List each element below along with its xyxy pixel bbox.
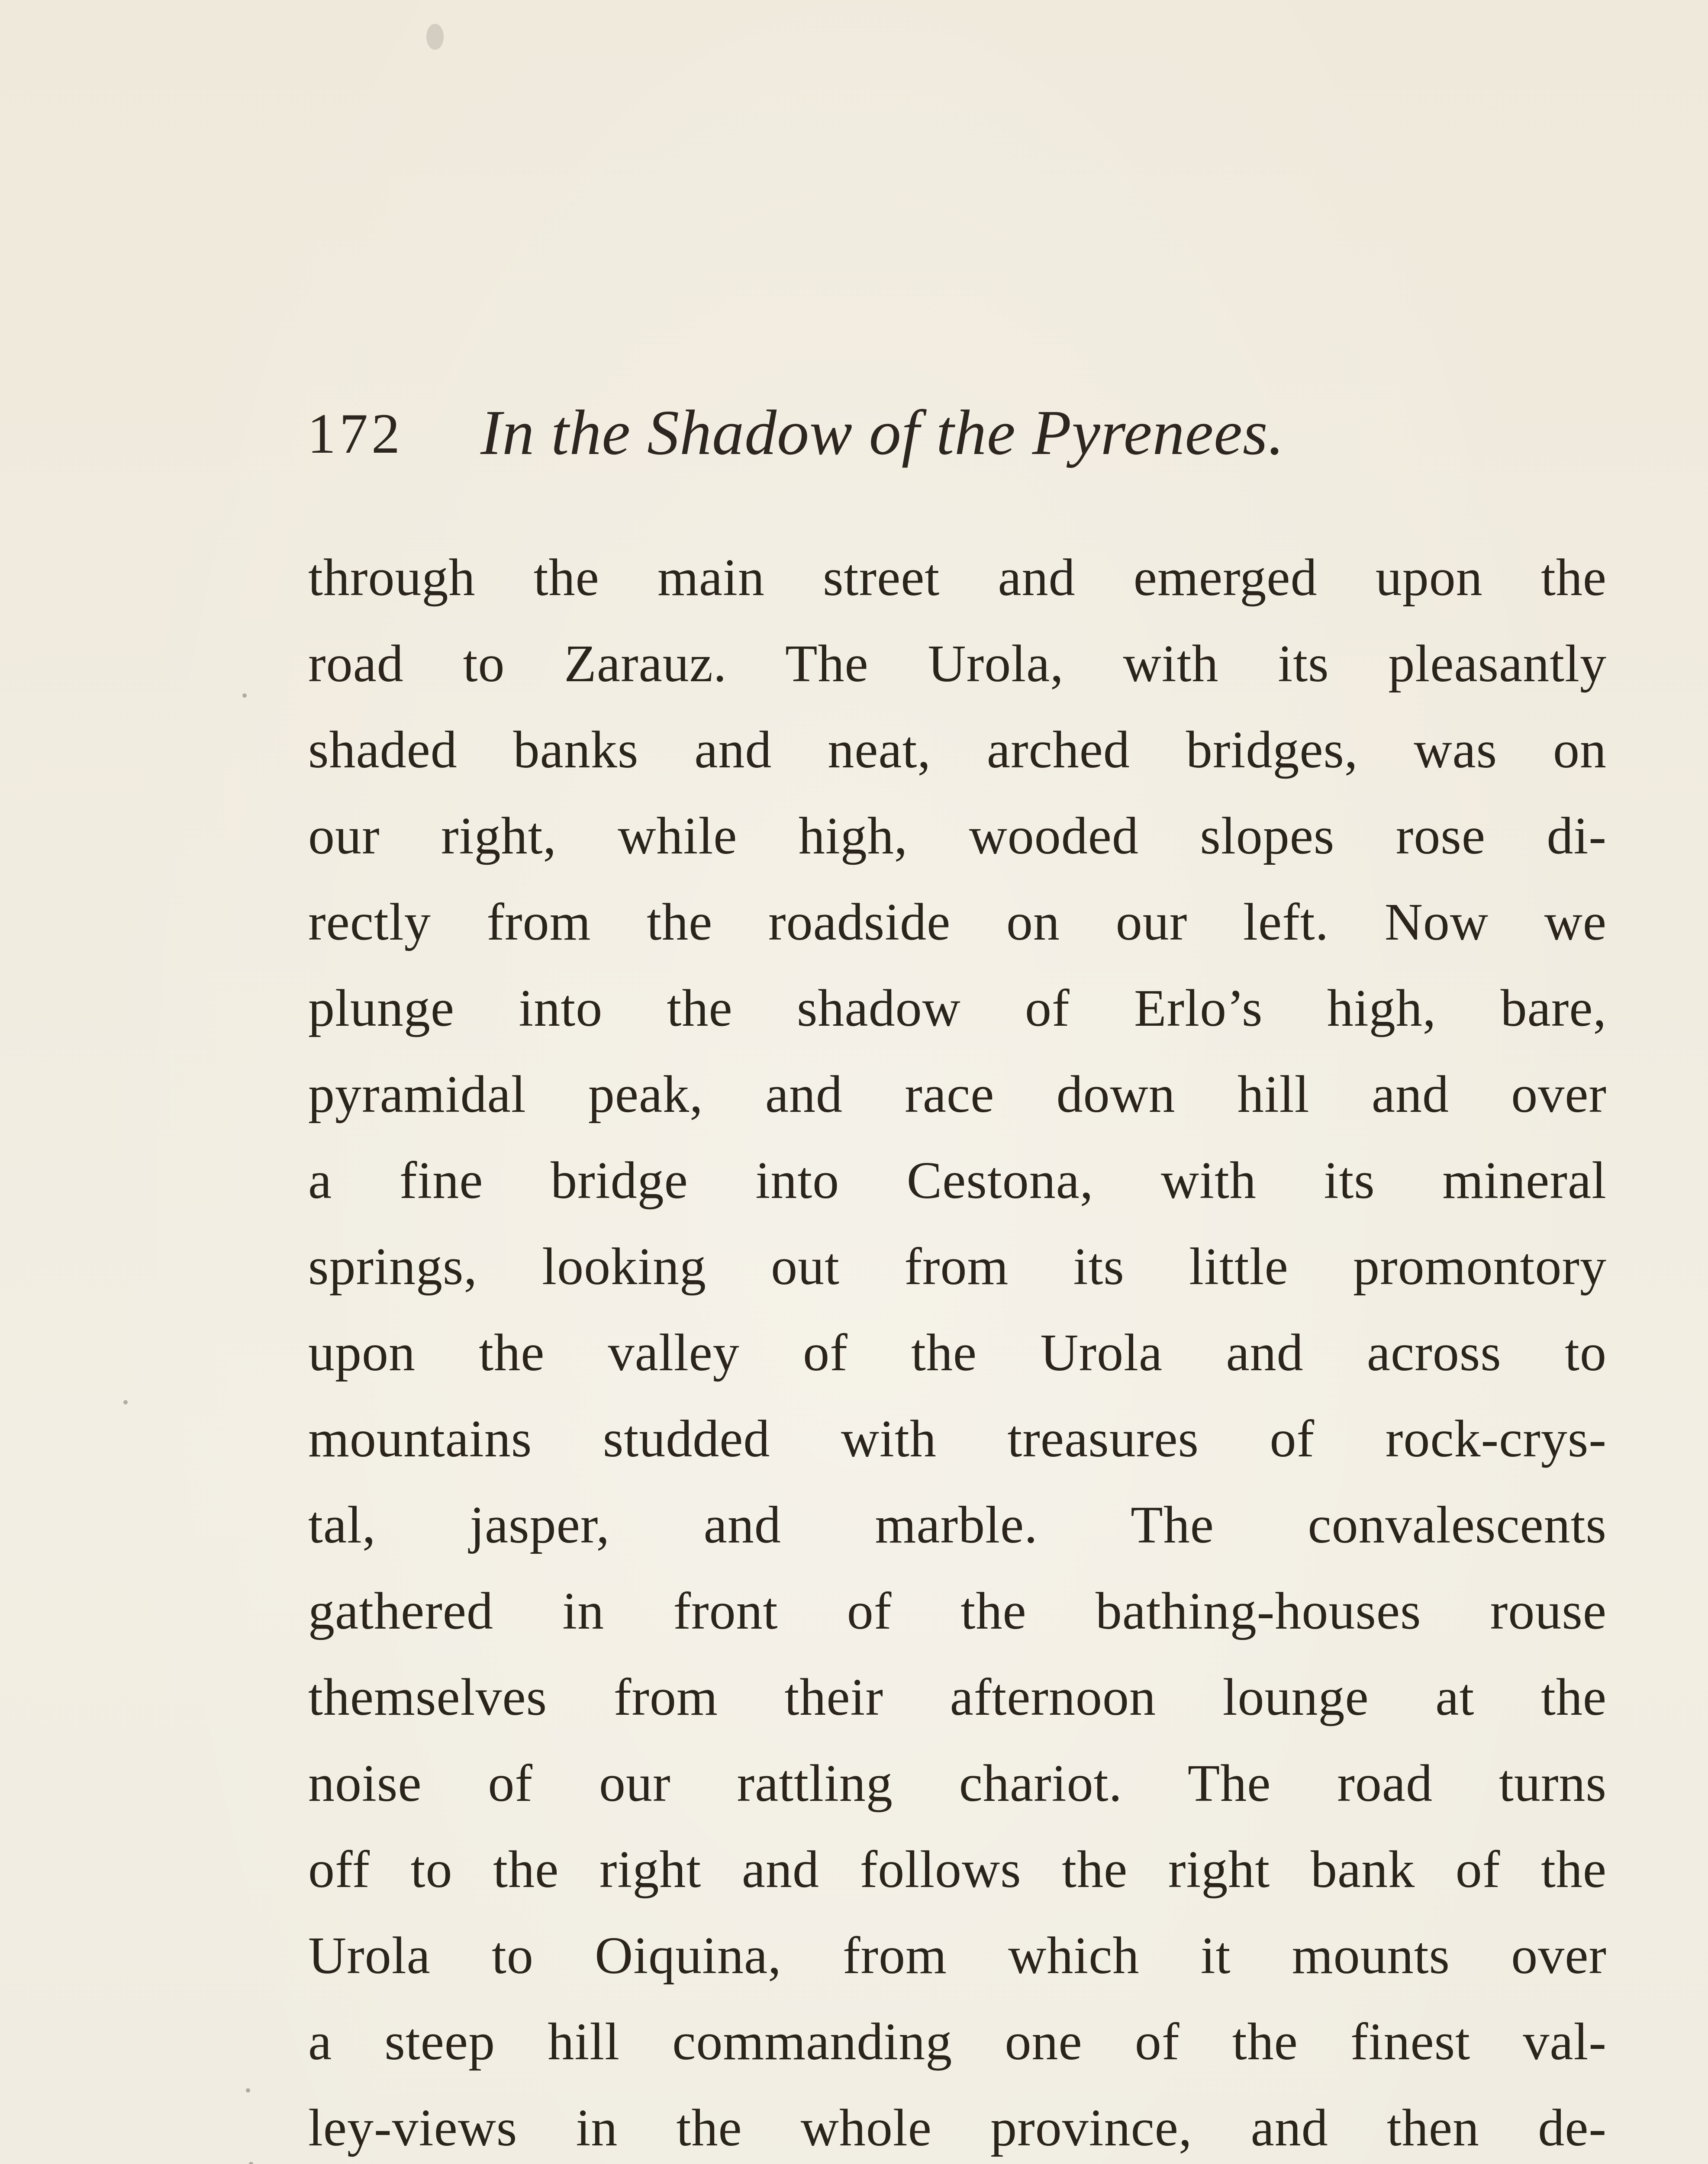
paper-speck xyxy=(249,2162,253,2164)
text-line: a steep hill commanding one of the finest val- xyxy=(308,2013,1607,2071)
running-head: In the Shadow of the Pyrenees. xyxy=(480,397,1285,468)
text-line: ley-views in the whole province, and then de- xyxy=(308,2099,1607,2157)
page-header xyxy=(307,392,1467,470)
text-line: themselves from their afternoon lounge at the xyxy=(308,1668,1607,1726)
text-line: noise of our rattling chariot. The road turns xyxy=(308,1754,1607,1813)
text-line: tal, jasper, and marble. The convalescents xyxy=(308,1496,1607,1554)
text-line: rectly from the roadside on our left. Now we xyxy=(308,893,1607,951)
text-line: shaded banks and neat, arched bridges, was on xyxy=(308,721,1607,779)
text-line: mountains studded with treasures of rock-crys- xyxy=(308,1410,1607,1468)
paper-speck xyxy=(123,1400,128,1404)
paper-speck xyxy=(246,2088,250,2093)
text-line: plunge into the shadow of Erlo’s high, bare, xyxy=(308,979,1607,1037)
paper-speck xyxy=(426,24,444,50)
text-line: through the main street and emerged upon the xyxy=(308,548,1607,607)
paper-speck xyxy=(242,693,247,698)
text-line: our right, while high, wooded slopes rose di- xyxy=(308,807,1607,865)
body-text xyxy=(308,535,1607,2164)
text-line: road to Zarauz. The Urola, with its pleasantly xyxy=(308,634,1607,693)
text-line: gathered in front of the bathing-houses rouse xyxy=(308,1582,1607,1640)
text-line: Urola to Oiquina, from which it mounts over xyxy=(308,1926,1607,1985)
text-line: a fine bridge into Cestona, with its mineral xyxy=(308,1151,1607,1210)
page-number: 172 xyxy=(307,402,403,465)
text-line: springs, looking out from its little promontory xyxy=(308,1237,1607,1296)
text-line: off to the right and follows the right bank of the xyxy=(308,1840,1607,1899)
text-line: pyramidal peak, and race down hill and over xyxy=(308,1065,1607,1124)
text-line: upon the valley of the Urola and across to xyxy=(308,1324,1607,1382)
